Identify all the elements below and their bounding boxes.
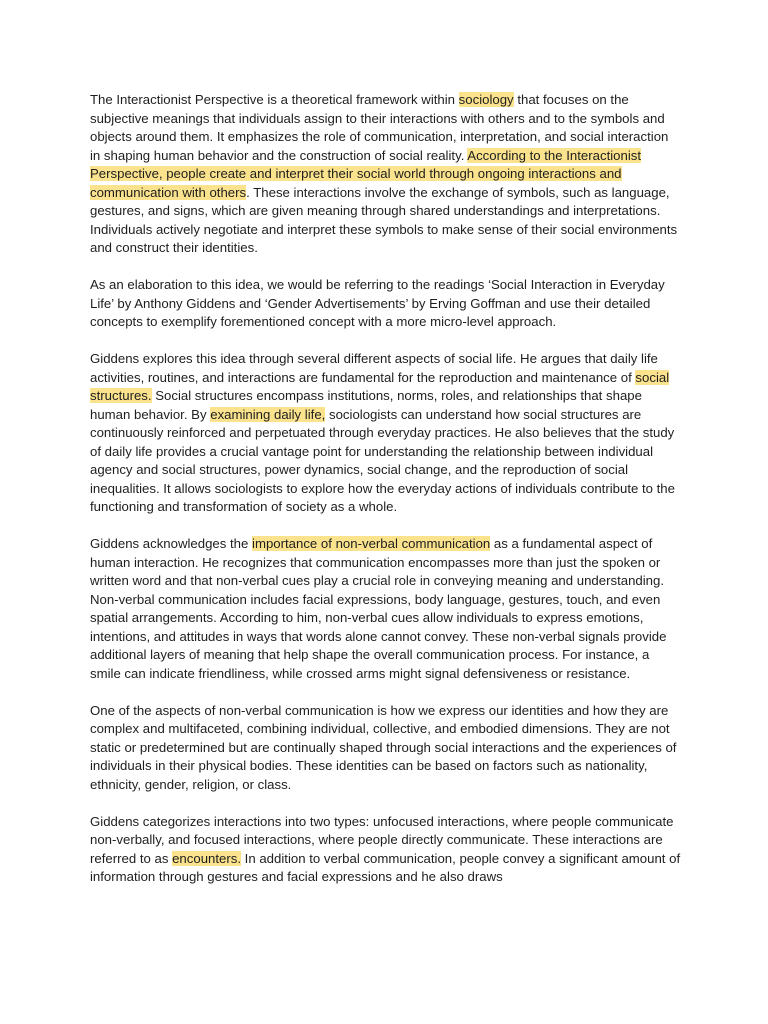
paragraph-text: One of the aspects of non-verbal communication is how we express our identities and how they are complex and multifaceted, combining individual, collective, and embodied dimensions. They are not static or predetermined but are continually shaped through social interactions and the experiences of individuals in their physical bodies. These identities can be based on factors such as nationality, ethnicity, gender, religion, or class. (90, 702, 677, 792)
paragraph-4 (90, 535, 682, 683)
paragraph-text: Social structures encompass institutions, norms, roles, and relationships that shape human behavior. By (90, 388, 642, 422)
paragraph-2 (90, 276, 682, 332)
paragraph-1 (90, 91, 682, 258)
paragraph-3 (90, 350, 682, 517)
highlighted-text: According to the Interactionist Perspective, people create and interpret their social world through ongoing interactions and communication with others (90, 147, 642, 200)
paragraph-text: Giddens categorizes interactions into two types: unfocused interactions, where people communicate non-verbally, and focused interactions, where people directly communicate. These interactions are referred to as (90, 813, 674, 866)
paragraph-text: sociologists can understand how social structures are continuously reinforced and perpetuated through everyday practices. He also believes that the study of daily life provides a crucial vantage point for understanding the relationship between individual agency and social structures, power dynamics, social change, and the reproduction of social inequalities. It allows sociologists to explore how the everyday actions of individuals contribute to the functioning and transformation of society as a whole. (90, 406, 675, 514)
paragraph-text: Giddens acknowledges the (90, 536, 253, 551)
paragraph-text: The Interactionist Perspective is a theoretical framework within (90, 92, 459, 107)
paragraph-5 (90, 702, 682, 795)
paragraph-text: . These interactions involve the exchange of symbols, such as language, gestures, and signs, which are given meaning through shared understandings and interpretations. Individuals actively negotiate and interpret these symbols to make sense of their social environments and construct their identities. (90, 184, 678, 255)
paragraph-text: As an elaboration to this idea, we would be referring to the readings ‘Social Interaction in Everyday Life’ by Anthony Giddens and ‘Gender Advertisements’ by Erving Goffman and use their detailed concepts to exemplify forementioned concept with a more micro-level approach. (90, 277, 665, 329)
highlighted-text: sociology (458, 92, 514, 107)
paragraph-text: In addition to verbal communication, people convey a significant amount of information through gestures and facial expressions and he also draws (90, 850, 681, 884)
highlighted-text: social structures. (90, 369, 670, 403)
paragraph-text: Giddens explores this idea through several different aspects of social life. He argues that daily life activities, routines, and interactions are fundamental for the reproduction and maintenance of (90, 351, 658, 385)
document-body (90, 91, 682, 905)
highlighted-text: encounters. (172, 850, 242, 866)
highlighted-text: importance of non-verbal communication (252, 536, 491, 551)
highlighted-text: examining daily life, (210, 406, 326, 422)
paragraph-6 (90, 813, 682, 887)
paragraph-text: as a fundamental aspect of human interaction. He recognizes that communication encompasses more than just the spoken or written word and that non-verbal cues play a crucial role in conveying meaning and understanding. Non-verbal communication includes facial expressions, body language, gestures, touch, and even spatial arrangements. According to him, non-verbal cues allow individuals to express emotions, intentions, and attitudes in ways that words alone cannot convey. These non-verbal signals provide additional layers of meaning that help shape the overall communication process. For instance, a smile can indicate friendliness, while crossed arms might signal defensiveness or resistance. (90, 536, 667, 681)
paragraph-text: that focuses on the subjective meanings that individuals assign to their interactions with others and to the symbols and objects around them. It emphasizes the role of communication, interpretation, and social interaction in shaping human behavior and the construction of social reality. (90, 92, 669, 163)
